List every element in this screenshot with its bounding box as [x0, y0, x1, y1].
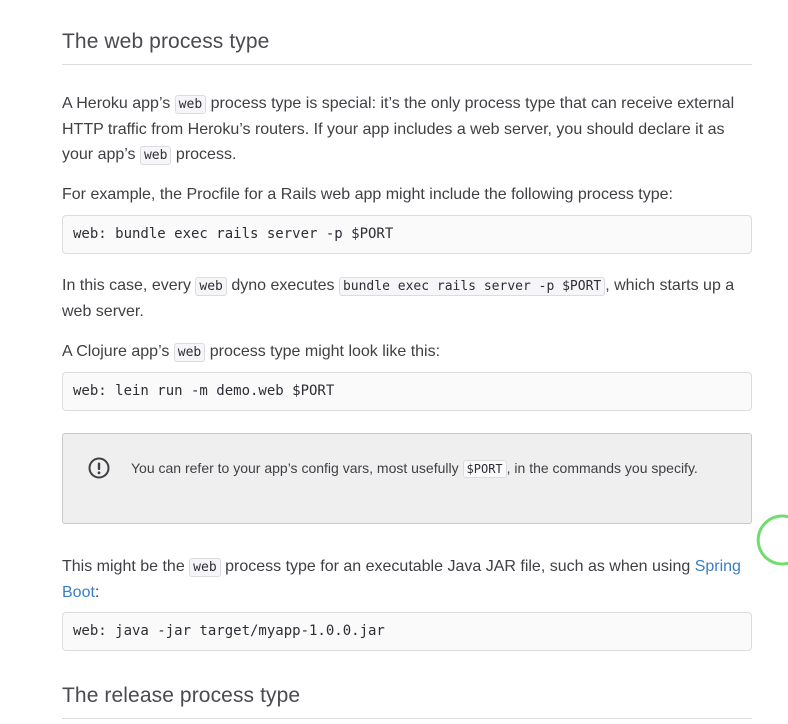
text: process type for an executable Java JAR file, such as when using — [220, 558, 695, 575]
paragraph-dyno-executes — [62, 273, 752, 324]
text: You can refer to your app’s config vars, most usefully — [131, 460, 463, 476]
code-block-rails[interactable]: web: bundle exec rails server -p $PORT — [62, 215, 752, 254]
section-heading-web-process: The web process type — [62, 30, 752, 65]
paragraph-web-intro — [62, 91, 752, 168]
inline-code: bundle exec rails server -p $PORT — [339, 277, 605, 296]
text: A Heroku app’s — [62, 95, 175, 112]
paragraph-java-jar — [62, 554, 752, 605]
spring-boot-link[interactable]: Spring Boot — [62, 558, 741, 601]
inline-code: $PORT — [463, 460, 507, 478]
code-block-clojure[interactable]: web: lein run -m demo.web $PORT — [62, 372, 752, 411]
inline-code: web — [175, 95, 206, 114]
section-heading-release-process: The release process type — [62, 684, 752, 719]
text: process type might look like this: — [205, 343, 441, 360]
paragraph-rails-example: For example, the Procfile for a Rails web app might include the following process type: — [62, 186, 673, 203]
paragraph-clojure — [62, 339, 752, 365]
text: : — [94, 584, 100, 601]
inline-code: web — [189, 558, 220, 577]
note-text — [131, 457, 711, 481]
loading-spinner-icon — [756, 514, 788, 566]
text: A Clojure app’s — [62, 343, 174, 360]
inline-code: web — [140, 146, 171, 165]
inline-code: web — [174, 343, 205, 362]
exclamation-circle-icon — [88, 457, 110, 479]
text: process type is special: it’s the only process type that can receive external HTTP traffic from Heroku’s routers. If your app includes a web server, you should declare it as your app’s — [62, 95, 735, 163]
text: In this case, every — [62, 277, 196, 294]
code-block-java[interactable]: web: java -jar target/myapp-1.0.0.jar — [62, 612, 752, 651]
text: This might be the — [62, 558, 190, 575]
text: , in the commands you specify. — [506, 460, 698, 476]
text: , which starts up a web server. — [62, 277, 735, 320]
note-callout — [62, 433, 752, 524]
text: process. — [171, 146, 237, 163]
inline-code: web — [195, 277, 226, 296]
text: dyno executes — [226, 277, 339, 294]
